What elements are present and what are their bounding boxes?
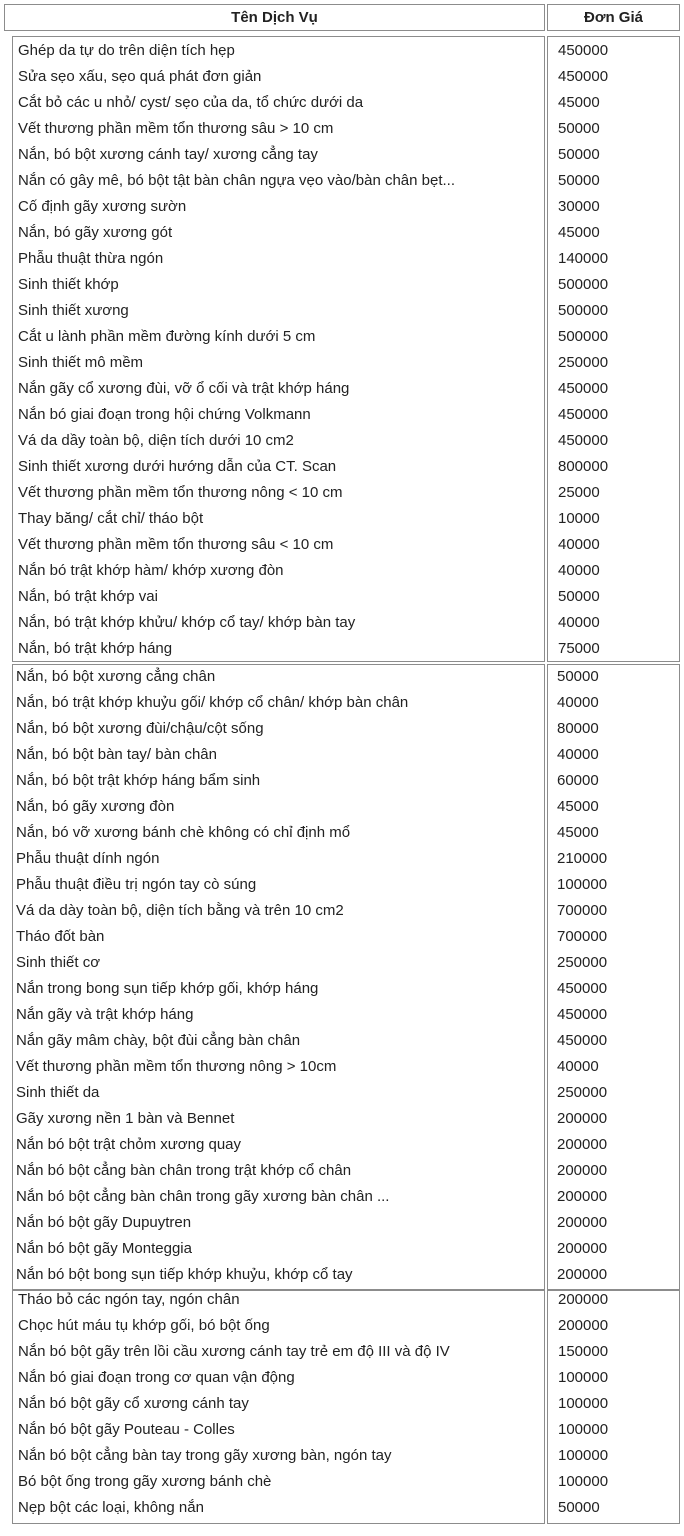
unit-price: 450000: [558, 68, 609, 85]
unit-price: 700000: [557, 902, 608, 919]
unit-price: 40000: [558, 536, 600, 553]
unit-price: 30000: [558, 198, 600, 215]
unit-price: 50000: [558, 146, 600, 163]
table-row: [4, 1158, 680, 1184]
unit-price: 700000: [557, 928, 608, 945]
table-row: [4, 168, 680, 194]
unit-price: 10000: [558, 510, 600, 527]
unit-price: 100000: [557, 876, 608, 893]
unit-price: 40000: [557, 1058, 599, 1075]
unit-price: 800000: [558, 458, 609, 475]
table-block: [4, 664, 680, 1290]
service-name: Cắt bỏ các u nhỏ/ cyst/ sẹo của da, tổ chức dưới da: [18, 94, 364, 111]
table-row: [4, 820, 680, 846]
unit-price: 450000: [557, 1032, 608, 1049]
unit-price: 50000: [558, 1499, 600, 1516]
table-row: [4, 664, 680, 690]
table-row: [4, 1236, 680, 1262]
unit-price: 100000: [558, 1473, 609, 1490]
table-row: [4, 272, 680, 298]
service-name: Nắn, bó gãy xương đòn: [16, 798, 175, 815]
table-block: [4, 1290, 680, 1524]
table-row: [4, 350, 680, 376]
unit-price: 50000: [558, 588, 600, 605]
service-name: Nắn, bó bột bàn tay/ bàn chân: [16, 746, 217, 763]
table-row: [4, 246, 680, 272]
table-row: [4, 38, 680, 64]
table-row: [4, 636, 680, 662]
service-name: Nắn bó bột cẳng bàn chân trong trật khớp cổ chân: [16, 1162, 352, 1179]
service-name: Gãy xương nền 1 bàn và Bennet: [16, 1110, 235, 1127]
table-row: [4, 428, 680, 454]
unit-price: 450000: [558, 406, 609, 423]
unit-price: 200000: [557, 1162, 608, 1179]
unit-price: 140000: [558, 250, 609, 267]
service-name: Phẫu thuật dính ngón: [16, 850, 160, 867]
service-name: Nắn bó bột gãy Pouteau - Colles: [18, 1421, 235, 1438]
table-row: [4, 1132, 680, 1158]
service-name: Tháo bỏ các ngón tay, ngón chân: [18, 1291, 240, 1308]
table-row: [4, 742, 680, 768]
service-name: Nắn bó bột gãy trên lồi cầu xương cánh tay trẻ em độ III và độ IV: [18, 1343, 450, 1360]
unit-price: 50000: [558, 120, 600, 137]
service-name: Nẹp bột các loại, không nắn: [18, 1499, 204, 1516]
service-name: Nắn bó bột gãy Monteggia: [16, 1240, 192, 1257]
table-row: [4, 898, 680, 924]
table-row: [4, 768, 680, 794]
unit-price: 200000: [558, 1291, 609, 1308]
unit-price: 100000: [558, 1395, 609, 1412]
unit-price: 450000: [557, 980, 608, 997]
table-row: [4, 872, 680, 898]
unit-price: 450000: [558, 432, 609, 449]
unit-price: 40000: [558, 614, 600, 631]
table-row: [4, 558, 680, 584]
service-name: Nắn trong bong sụn tiếp khớp gối, khớp háng: [16, 980, 319, 997]
unit-price: 210000: [557, 850, 608, 867]
unit-price: 450000: [558, 380, 609, 397]
service-name: Sinh thiết xương: [18, 302, 129, 319]
unit-price: 25000: [558, 484, 600, 501]
table-row: [4, 480, 680, 506]
unit-price: 200000: [557, 1136, 608, 1153]
unit-price: 45000: [557, 798, 599, 815]
unit-price: 250000: [557, 1084, 608, 1101]
table-row: [4, 584, 680, 610]
unit-price: 50000: [557, 668, 599, 685]
service-name: Vá da dày toàn bộ, diện tích bằng và trên 10 cm2: [16, 902, 344, 919]
unit-price: 200000: [557, 1266, 608, 1283]
table-row: [4, 1313, 680, 1339]
table-row: [4, 1417, 680, 1443]
unit-price: 200000: [557, 1214, 608, 1231]
unit-price: 200000: [557, 1240, 608, 1257]
service-name: Nắn, bó trật khớp khuỷu gối/ khớp cổ chân/ khớp bàn chân: [16, 694, 409, 711]
service-name: Cắt u lành phần mềm đường kính dưới 5 cm: [18, 328, 316, 345]
table-row: [4, 610, 680, 636]
unit-price: 250000: [557, 954, 608, 971]
service-name: Nắn bó giai đoạn trong cơ quan vận động: [18, 1369, 295, 1386]
service-name: Nắn bó bột cẳng bàn tay trong gãy xương bàn, ngón tay: [18, 1447, 392, 1464]
unit-price: 100000: [558, 1447, 609, 1464]
service-name: Vá da dầy toàn bộ, diện tích dưới 10 cm2: [18, 432, 294, 449]
unit-price: 200000: [557, 1188, 608, 1205]
table-row: [4, 194, 680, 220]
table-row: [4, 506, 680, 532]
service-name: Nắn bó bột gãy Dupuytren: [16, 1214, 192, 1231]
unit-price: 40000: [557, 694, 599, 711]
service-name: Nắn, bó vỡ xương bánh chè không có chỉ định mổ: [16, 824, 351, 841]
unit-price: 50000: [558, 172, 600, 189]
unit-price: 500000: [558, 302, 609, 319]
service-name: Nắn, bó bột trật khớp háng bẩm sinh: [16, 772, 261, 789]
service-name: Nắn bó trật khớp hàm/ khớp xương đòn: [18, 562, 284, 579]
service-name: Nắn, bó bột xương cánh tay/ xương cẳng tay: [18, 146, 318, 163]
unit-price: 500000: [558, 276, 609, 293]
table-row: [4, 1287, 680, 1313]
table-row: [4, 1106, 680, 1132]
table-row: [4, 142, 680, 168]
table-row: [4, 454, 680, 480]
unit-price: 200000: [557, 1110, 608, 1127]
service-name: Nắn gãy mâm chày, bột đùi cẳng bàn chân: [16, 1032, 301, 1049]
service-name: Nắn bó bột bong sụn tiếp khớp khuỷu, khớp cổ tay: [16, 1266, 353, 1283]
service-name: Nắn bó bột trật chỏm xương quay: [16, 1136, 241, 1153]
service-name: Nắn, bó trật khớp háng: [18, 640, 173, 657]
table-row: [4, 1184, 680, 1210]
table-row: [4, 532, 680, 558]
service-name: Cố định gãy xương sườn: [18, 198, 187, 215]
table-row: [4, 116, 680, 142]
service-name: Sinh thiết cơ: [16, 954, 101, 971]
unit-price: 100000: [558, 1421, 609, 1438]
table-header: [4, 4, 680, 31]
unit-price: 500000: [558, 328, 609, 345]
table-row: [4, 690, 680, 716]
column-header-unit-price: Đơn Giá: [547, 4, 680, 31]
service-name: Nắn gãy và trật khớp háng: [16, 1006, 194, 1023]
unit-price: 45000: [557, 824, 599, 841]
unit-price: 45000: [558, 224, 600, 241]
table-row: [4, 1054, 680, 1080]
service-name: Nắn gãy cổ xương đùi, vỡ ổ cối và trật khớp háng: [18, 380, 350, 397]
table-block: [4, 36, 680, 662]
unit-price: 450000: [558, 42, 609, 59]
service-name: Sửa sẹo xấu, sẹo quá phát đơn giản: [18, 68, 262, 85]
unit-price: 250000: [558, 354, 609, 371]
service-name: Sinh thiết da: [16, 1084, 100, 1101]
table-row: [4, 1262, 680, 1288]
unit-price: 450000: [557, 1006, 608, 1023]
service-name: Sinh thiết mô mềm: [18, 354, 144, 371]
table-row: [4, 794, 680, 820]
table-row: [4, 324, 680, 350]
unit-price: 40000: [558, 562, 600, 579]
service-name: Ghép da tự do trên diện tích hẹp: [18, 42, 235, 59]
unit-price: 45000: [558, 94, 600, 111]
service-name: Nắn bó giai đoạn trong hội chứng Volkmann: [18, 406, 311, 423]
service-name: Bó bột ống trong gãy xương bánh chè: [18, 1473, 272, 1490]
service-name: Nắn có gây mê, bó bột tật bàn chân ngựa vẹo vào/bàn chân bẹt...: [18, 172, 456, 189]
unit-price: 150000: [558, 1343, 609, 1360]
table-row: [4, 976, 680, 1002]
service-name: Nắn, bó bột xương đùi/chậu/cột sống: [16, 720, 264, 737]
service-name: Nắn bó bột gãy cổ xương cánh tay: [18, 1395, 249, 1412]
table-row: [4, 716, 680, 742]
service-name: Vết thương phần mềm tổn thương sâu > 10 cm: [18, 120, 334, 137]
service-name: Tháo đốt bàn: [16, 928, 105, 945]
table-row: [4, 1210, 680, 1236]
table-row: [4, 1443, 680, 1469]
table-row: [4, 924, 680, 950]
table-row: [4, 220, 680, 246]
table-row: [4, 1495, 680, 1521]
table-row: [4, 1339, 680, 1365]
service-name: Vết thương phần mềm tổn thương nông > 10cm: [16, 1058, 337, 1075]
unit-price: 40000: [557, 746, 599, 763]
service-name: Nắn, bó bột xương cẳng chân: [16, 668, 216, 685]
service-name: Vết thương phần mềm tổn thương sâu < 10 cm: [18, 536, 334, 553]
service-name: Thay băng/ cắt chỉ/ tháo bột: [18, 510, 204, 527]
service-name: Phẫu thuật điều trị ngón tay cò súng: [16, 876, 257, 893]
table-row: [4, 90, 680, 116]
service-name: Nắn, bó gãy xương gót: [18, 224, 173, 241]
service-name: Phẫu thuật thừa ngón: [18, 250, 164, 267]
table-row: [4, 402, 680, 428]
service-name: Nắn, bó trật khớp khửu/ khớp cổ tay/ khớp bàn tay: [18, 614, 356, 631]
service-name: Nắn, bó trật khớp vai: [18, 588, 158, 605]
table-row: [4, 1002, 680, 1028]
table-row: [4, 1469, 680, 1495]
table-row: [4, 376, 680, 402]
service-name: Nắn bó bột cẳng bàn chân trong gãy xương bàn chân ...: [16, 1188, 390, 1205]
table-row: [4, 950, 680, 976]
service-name: Sinh thiết khớp: [18, 276, 119, 293]
table-row: [4, 298, 680, 324]
unit-price: 75000: [558, 640, 600, 657]
unit-price: 200000: [558, 1317, 609, 1334]
table-row: [4, 1080, 680, 1106]
service-name: Sinh thiết xương dưới hướng dẫn của CT. Scan: [18, 458, 337, 475]
table-row: [4, 1365, 680, 1391]
unit-price: 80000: [557, 720, 599, 737]
table-row: [4, 64, 680, 90]
unit-price: 60000: [557, 772, 599, 789]
column-header-service-name: Tên Dịch Vụ: [4, 4, 545, 31]
table-row: [4, 1028, 680, 1054]
service-name: Vết thương phần mềm tổn thương nông < 10 cm: [18, 484, 343, 501]
unit-price: 100000: [558, 1369, 609, 1386]
service-name: Chọc hút máu tụ khớp gối, bó bột ống: [18, 1317, 270, 1334]
table-row: [4, 846, 680, 872]
table-row: [4, 1391, 680, 1417]
